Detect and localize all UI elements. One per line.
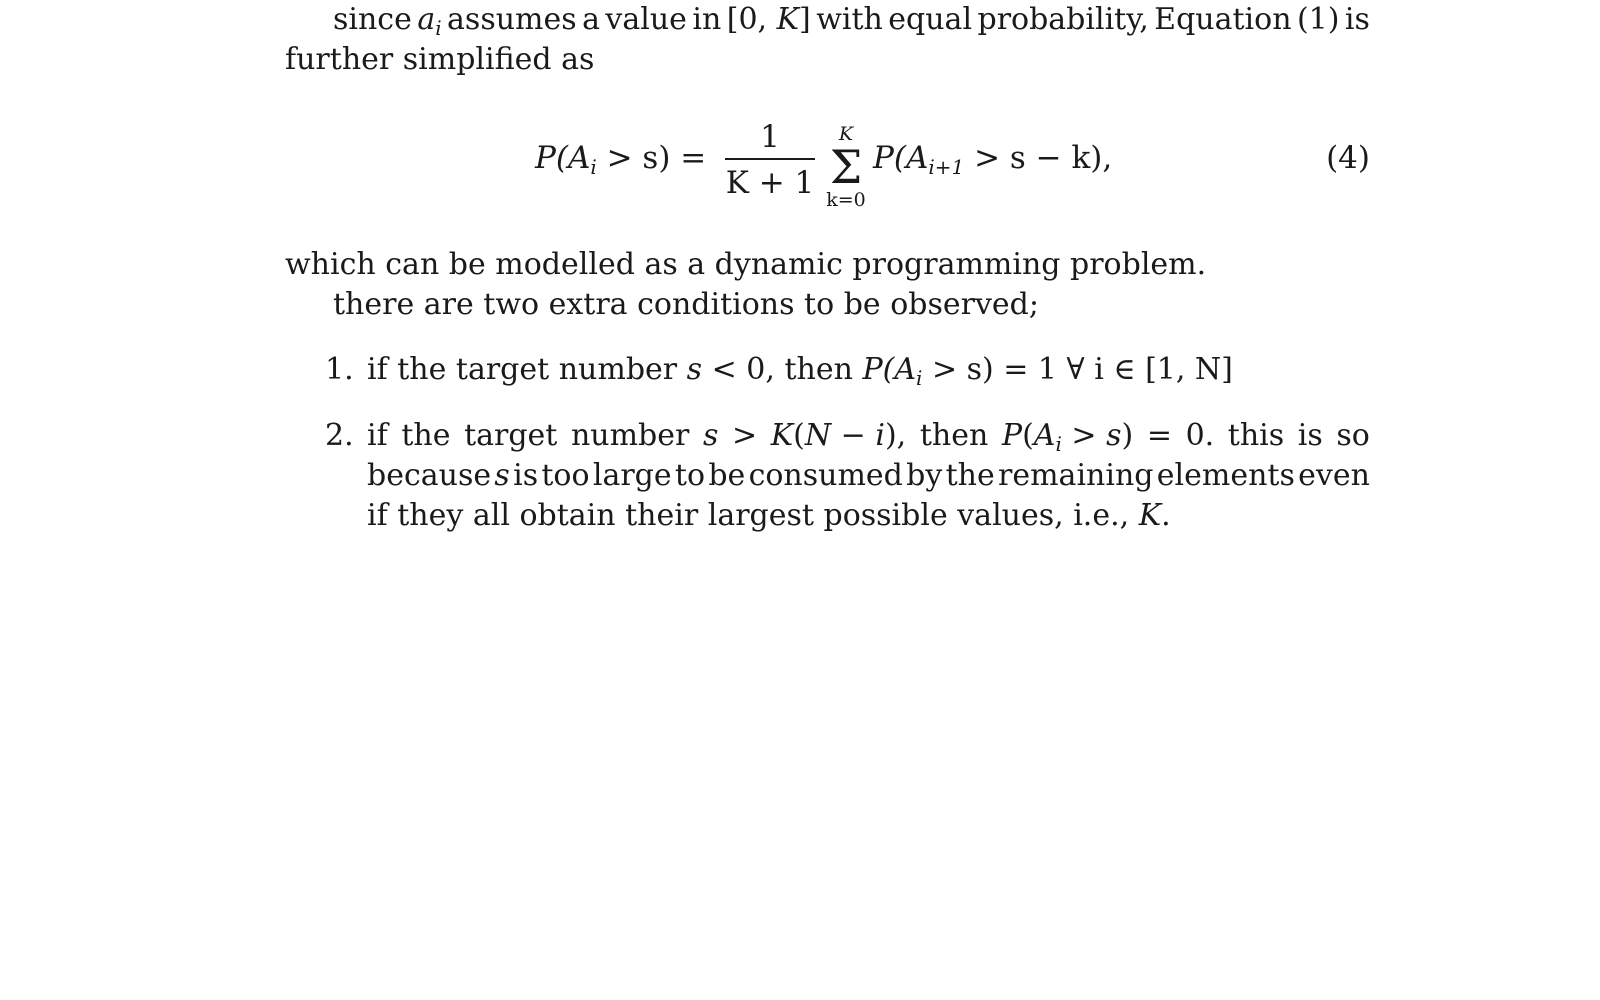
math-s: s bbox=[494, 458, 510, 493]
word: so bbox=[1336, 418, 1370, 453]
word: this bbox=[1227, 418, 1285, 453]
list-item bbox=[285, 350, 1370, 390]
word: is bbox=[513, 458, 539, 493]
math-subscript: i bbox=[590, 155, 597, 179]
list-item-line bbox=[367, 456, 1370, 496]
word: elements bbox=[1156, 458, 1295, 493]
word: large bbox=[592, 458, 672, 493]
math-s: s bbox=[686, 352, 703, 387]
math-interval: [0, K] bbox=[726, 2, 811, 37]
summation bbox=[822, 122, 870, 212]
word: to bbox=[674, 458, 706, 493]
word: then bbox=[919, 418, 989, 453]
conditions-list bbox=[285, 350, 1370, 562]
summation-sigma-icon: Σ bbox=[829, 140, 863, 194]
math-relation: = bbox=[1146, 418, 1172, 453]
word: is bbox=[1344, 2, 1370, 37]
word: in bbox=[692, 2, 722, 37]
math-expression: K(N − i), bbox=[770, 418, 907, 453]
list-item bbox=[285, 416, 1370, 536]
math-subscript: i bbox=[916, 366, 923, 390]
paragraph-conditions-intro bbox=[285, 245, 1370, 325]
word: Equation bbox=[1154, 2, 1292, 37]
math-a-i: $a_i$ bbox=[417, 2, 442, 40]
summation-lower-limit: k=0 bbox=[826, 189, 866, 211]
list-marker: 1. bbox=[325, 352, 354, 387]
math-relation: > bbox=[731, 418, 758, 453]
fraction-numerator: 1 bbox=[760, 119, 780, 155]
math-p: P(A bbox=[862, 352, 916, 387]
word: (1) bbox=[1296, 2, 1340, 37]
math-p: P( bbox=[873, 140, 906, 176]
word: be bbox=[708, 458, 746, 493]
text-span: if the target number bbox=[367, 352, 687, 387]
paragraph-line: further simplified as bbox=[285, 42, 595, 77]
fraction-denominator: K + 1 bbox=[725, 165, 815, 201]
word: even bbox=[1298, 458, 1370, 493]
equation-lhs bbox=[535, 140, 707, 179]
word: equal bbox=[888, 2, 973, 37]
word: a bbox=[582, 2, 600, 37]
text-span: < 0, then bbox=[702, 352, 863, 387]
word: is bbox=[1297, 418, 1323, 453]
paragraph-line: which can be modelled as a dynamic programming problem. bbox=[285, 247, 1207, 282]
word: because bbox=[367, 458, 492, 493]
paragraph-line: there are two extra conditions to be observed; bbox=[333, 287, 1039, 322]
word: with bbox=[816, 2, 883, 37]
equation-number: (4) bbox=[1326, 140, 1370, 176]
math-relation: > s − k), bbox=[964, 140, 1113, 176]
math-relation: > s) = 1 ∀ i ∈ [1, N] bbox=[922, 352, 1233, 387]
math-s: s bbox=[702, 418, 719, 453]
list-item-line bbox=[367, 416, 1370, 456]
list-item-line bbox=[367, 350, 1370, 390]
fraction bbox=[725, 118, 815, 202]
math-p: P( bbox=[535, 140, 568, 176]
equation-4 bbox=[285, 110, 1370, 220]
word: too bbox=[541, 458, 590, 493]
math-a: A bbox=[905, 140, 929, 176]
math-relation: > s) = bbox=[596, 140, 707, 176]
list-item-line: if they all obtain their largest possible values, i.e., K. bbox=[367, 498, 1171, 533]
word: by bbox=[906, 458, 943, 493]
list-marker: 2. bbox=[325, 418, 354, 453]
word: consumed bbox=[748, 458, 903, 493]
paragraph-intro bbox=[285, 0, 1370, 80]
word: target bbox=[464, 418, 558, 453]
math-subscript: i+1 bbox=[928, 155, 965, 179]
word: assumes bbox=[447, 2, 577, 37]
word: probability, bbox=[977, 2, 1149, 37]
equation-rhs bbox=[873, 140, 1113, 179]
paragraph-line bbox=[285, 0, 1370, 40]
word: if bbox=[367, 418, 388, 453]
summation-upper-limit: K bbox=[838, 123, 854, 145]
word: 0. bbox=[1185, 418, 1215, 453]
math-expression: $P(A_i > s)$ bbox=[1001, 418, 1134, 456]
word: number bbox=[570, 418, 690, 453]
word: the bbox=[945, 458, 995, 493]
word: the bbox=[401, 418, 451, 453]
word: remaining bbox=[998, 458, 1154, 493]
fraction-bar bbox=[725, 158, 815, 160]
math-a: A bbox=[567, 140, 591, 176]
word: since bbox=[333, 2, 412, 37]
word: value bbox=[605, 2, 687, 37]
